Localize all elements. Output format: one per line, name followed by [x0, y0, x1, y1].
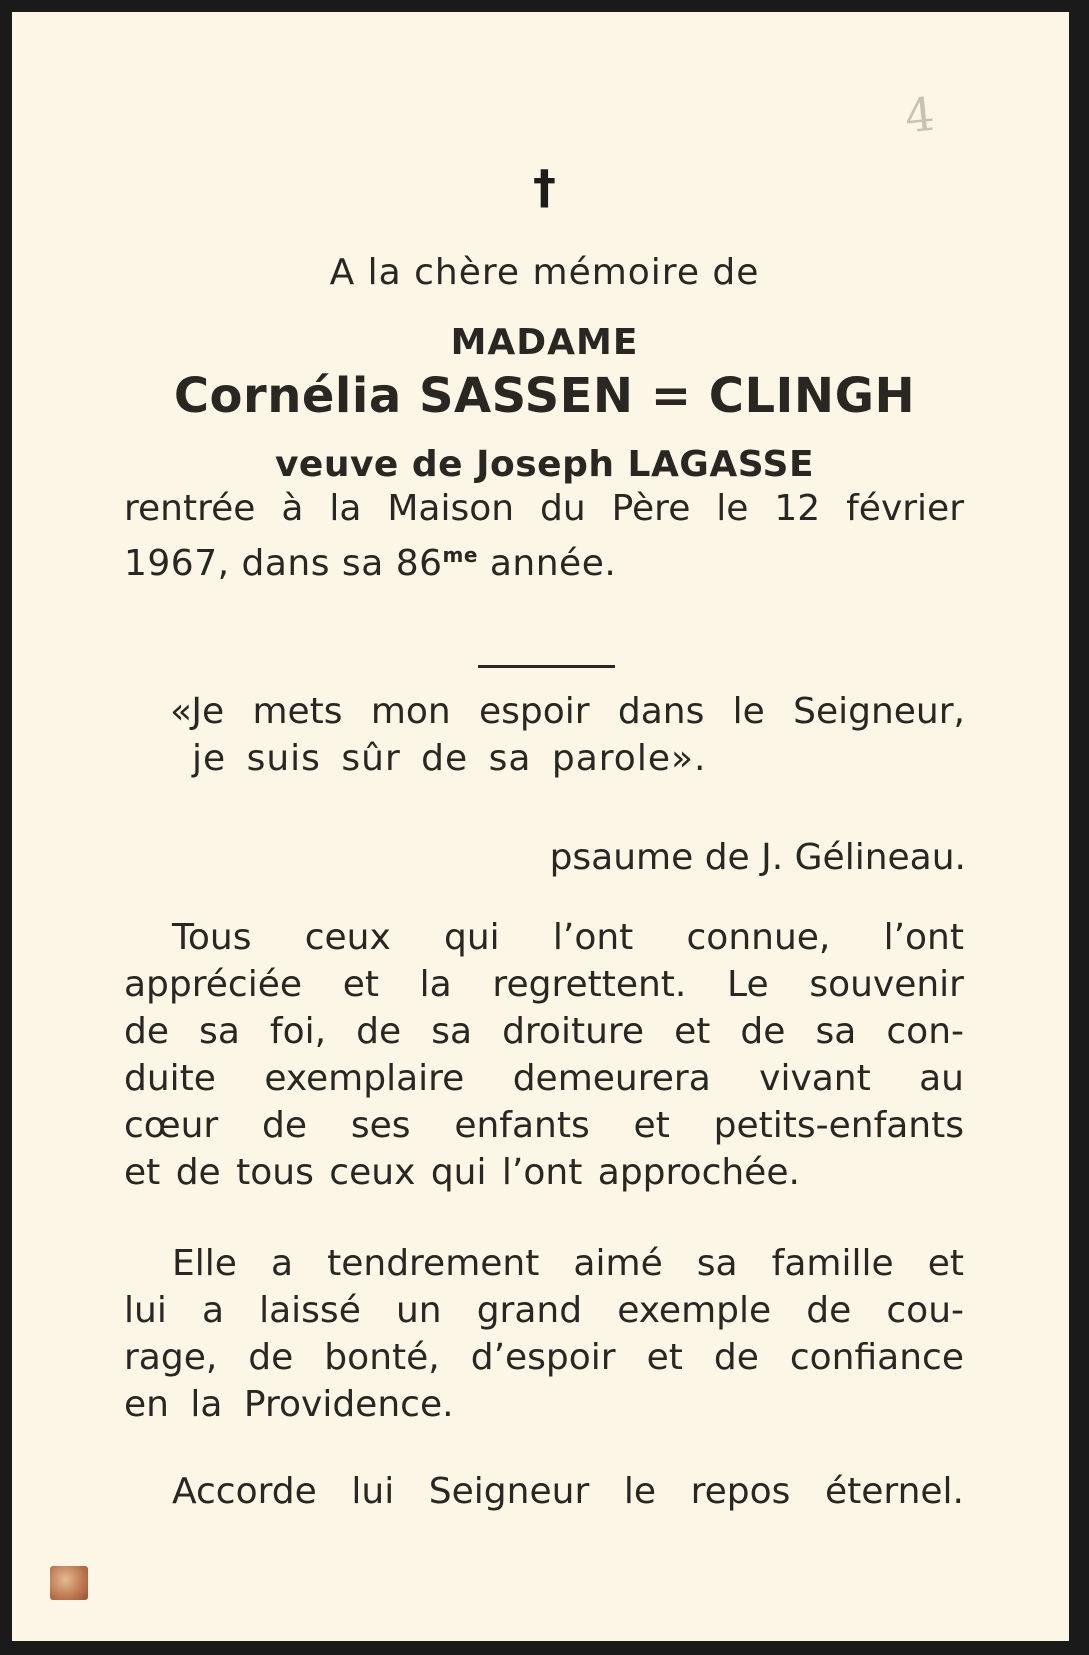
- death-notice-year-age: 1967, dans sa 86: [124, 543, 443, 584]
- collection-stamp-icon: [50, 1566, 88, 1600]
- quote-line-2: je suis sûr de sa parole».: [192, 738, 707, 779]
- paragraph-line: en la Providence.: [124, 1384, 454, 1425]
- tribute-paragraph-1: [124, 914, 964, 1196]
- closing-prayer: [124, 1468, 964, 1515]
- tribute-paragraph-2: [124, 1240, 964, 1428]
- ordinal-suffix: me: [442, 543, 478, 567]
- quote-line-1: «Je mets mon espoir dans le Seigneur,: [170, 691, 965, 732]
- death-notice-year-word: année.: [477, 543, 617, 584]
- closing-line: Accorde lui Seigneur le repos éternel.: [172, 1471, 964, 1512]
- paragraph-line: et de tous ceux qui l’ont approchée.: [124, 1152, 800, 1193]
- widow-of-line: veuve de Joseph LAGASSE: [274, 444, 815, 485]
- quote-attribution: psaume de J. Gélineau.: [549, 837, 966, 878]
- death-notice-line-1: rentrée à la Maison du Père le 12 février: [124, 488, 964, 529]
- deceased-name: Cornélia SASSEN = CLINGH: [173, 368, 916, 424]
- paragraph-line: rage, de bonté, d’espoir et de confiance: [124, 1337, 964, 1378]
- divider-rule: [478, 665, 615, 668]
- death-notice: [124, 485, 964, 587]
- dedication-line: A la chère mémoire de: [329, 252, 760, 293]
- paragraph-line: duite exemplaire demeurera vivant au: [124, 1058, 964, 1099]
- psalm-quote: [170, 688, 970, 782]
- paragraph-line: Tous ceux qui l’ont connue, l’ont: [172, 917, 964, 958]
- paragraph-line: de sa foi, de sa droiture et de sa con-: [124, 1011, 964, 1052]
- paragraph-line: cœur de ses enfants et petits-enfants: [124, 1105, 964, 1146]
- death-notice-line-2: [124, 532, 964, 587]
- pencil-number-mark: 4: [902, 86, 938, 144]
- paragraph-line: lui a laissé un grand exemple de cou-: [124, 1290, 964, 1331]
- cross-icon: †: [533, 160, 556, 214]
- paragraph-line: appréciée et la regrettent. Le souvenir: [124, 964, 964, 1005]
- honorific-title: MADAME: [450, 322, 639, 363]
- paragraph-line: Elle a tendrement aimé sa famille et: [172, 1243, 964, 1284]
